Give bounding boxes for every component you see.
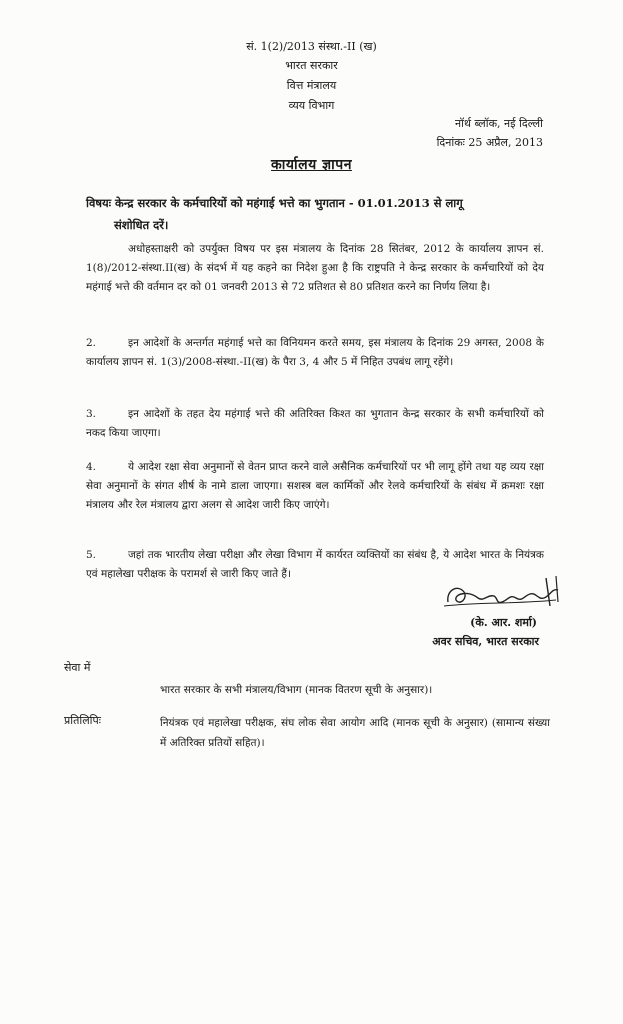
signatory-designation: अवर सचिव, भारत सरकार xyxy=(432,635,539,648)
subject-line-1: विषयः केन्द्र सरकार के कर्मचारियों को महंगाई भत्ते का भुगतान - 01.01.2013 से लागू xyxy=(86,196,463,210)
copy-to-label: प्रतिलिपिः xyxy=(64,714,102,727)
file-number: सं. 1(2)/2013 संस्था.-II (ख) xyxy=(246,40,377,53)
to-recipients: भारत सरकार के सभी मंत्रालय/विभाग (मानक वितरण सूची के अनुसार)। xyxy=(160,684,433,696)
paragraph-number: 5. xyxy=(86,549,97,561)
paragraph-text: ये आदेश रक्षा सेवा अनुमानों से वेतन प्राप्त करने वाले असैनिक कर्मचारियों पर भी लागू होंगे तथा यह व्यय रक्षा सेवा अनुमानों के संगत शीर्ष के नामे डाला जाएगा। सशस्त्र बल कार्मिकों और रेलवे कर्मचारियों के संबंध में क्रमशः रक्षा मंत्रालय और रेल मंत्रालय द्वारा अलग से आदेश जारी किए जाएंगे। xyxy=(86,461,544,511)
place: नॉर्थ ब्लॉक, नई दिल्ली xyxy=(454,117,543,130)
date: दिनांकः 25 अप्रैल, 2013 xyxy=(436,136,543,149)
paragraph-1: अधोहस्ताक्षरी को उपर्युक्त विषय पर इस मंत्रालय के दिनांक 28 सितंबर, 2012 के कार्यालय ज्ञापन सं. 1(8)/2012-संस्था.II(ख) के संदर्भ में यह कहने का निदेश हुआ है कि राष्ट्रपति ने केन्द्र सरकार के कर्मचारियों को देय महंगाई भत्ते की वर्तमान दर को 01 जनवरी 2013 से 72 प्रतिशत से 80 प्रतिशत करने का निर्णय लिया है। xyxy=(86,243,544,293)
to-label: सेवा में xyxy=(64,661,91,674)
paragraph-4 xyxy=(86,458,544,515)
government-name: भारत सरकार xyxy=(285,59,338,72)
memo-title: कार्यालय ज्ञापन xyxy=(271,157,352,173)
subject xyxy=(86,192,552,236)
ministry-name: वित्त मंत्रालय xyxy=(286,79,337,92)
paragraph-number: 2. xyxy=(86,337,97,349)
paragraph-text: इन आदेशों के अन्तर्गत महंगाई भत्ते का विनियमन करते समय, इस मंत्रालय के दिनांक 29 अगस्त, 2008 के कार्यालय ज्ञापन सं. 1(3)/2008-संस्था.-II(ख) के पैरा 3, 4 और 5 में निहित उपबंध लागू रहेंगे। xyxy=(86,337,544,368)
paragraph-3 xyxy=(86,405,544,443)
handwritten-signature xyxy=(438,572,578,617)
department-name: व्यय विभाग xyxy=(288,99,335,112)
subject-line-2: संशोधित दरें। xyxy=(114,218,169,232)
paragraph-number: 4. xyxy=(86,461,97,473)
paragraph-text: जहां तक भारतीय लेखा परीक्षा और लेखा विभाग में कार्यरत व्यक्तियों का संबंध है, ये आदेश भारत के नियंत्रक एवं महालेखा परीक्षक के परामर्श से जारी किए जाते हैं। xyxy=(86,549,544,580)
paragraph-number: 3. xyxy=(86,408,97,420)
copy-to-recipients: नियंत्रक एवं महालेखा परीक्षक, संघ लोक सेवा आयोग आदि (मानक सूची के अनुसार) (सामान्य संख्या में अतिरिक्त प्रतियों सहित)। xyxy=(160,717,550,749)
paragraph-text: इन आदेशों के तहत देय महंगाई भत्ते की अतिरिक्त किश्त का भुगतान केन्द्र सरकार के सभी कर्मचारियों को नकद किया जाएगा। xyxy=(86,408,544,439)
paragraph-2 xyxy=(86,334,544,372)
signatory-name: (के. आर. शर्मा) xyxy=(470,616,537,629)
